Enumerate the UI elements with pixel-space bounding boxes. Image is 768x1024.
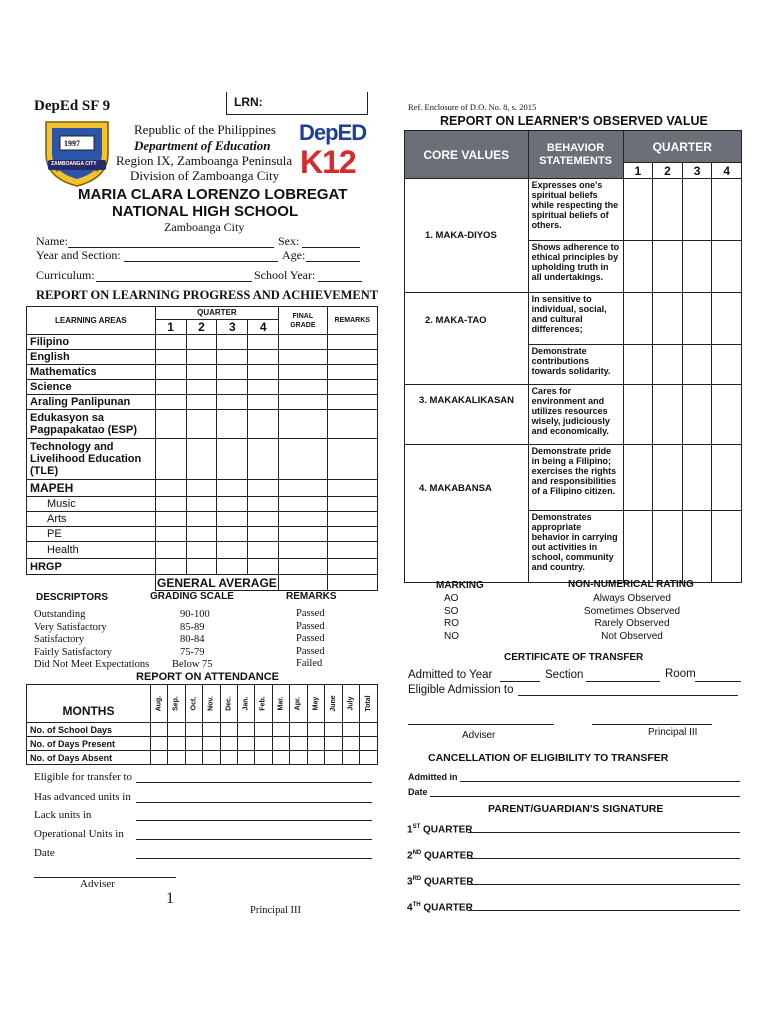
right-adviser-label: Adviser [462, 730, 496, 741]
month-cell: Apr. [290, 685, 307, 723]
table-row [27, 542, 378, 559]
eligible-transfer-field[interactable] [136, 782, 372, 783]
values-quarter-header: QUARTER [623, 131, 741, 163]
subject-label: PE [27, 527, 156, 542]
school-name-line-2: NATIONAL HIGH SCHOOL [112, 203, 299, 220]
year-section-label: Year and Section: [36, 248, 121, 262]
general-average-label: GENERAL AVERAGE [157, 575, 277, 590]
lrn-label: LRN: [234, 95, 263, 109]
agency-region: Region IX, Zamboanga Peninsula [116, 153, 293, 168]
descriptors-remarks-header: REMARKS [286, 591, 337, 602]
agency-department: Department of Education [134, 138, 271, 153]
remark-list: Passed Passed Passed Passed Failed [296, 608, 325, 669]
sex-field[interactable] [302, 247, 360, 248]
operational-units-label: Operational Units in [34, 828, 124, 840]
quarter-header: QUARTER [155, 307, 279, 320]
advanced-units-field[interactable] [136, 802, 372, 803]
behavior-statement: Demonstrate pride in being a Filipino; exercises the rights and responsibilities of a Filipino citizen. [528, 445, 623, 511]
list-item: Satisfactory [34, 634, 85, 645]
curriculum-label: Curriculum: [36, 268, 95, 282]
deped-logo: DepED [299, 120, 367, 145]
month-cell: Sep. [168, 685, 185, 723]
month-cell: Total [360, 685, 378, 723]
learning-areas-header: LEARNING AREAS [27, 307, 156, 335]
attendance-title: REPORT ON ATTENDANCE [136, 671, 279, 683]
subject-label: Technology and Livelihood Education (TLE) [27, 439, 156, 480]
quarter-2-header: 2 [653, 163, 683, 179]
table-row [27, 751, 378, 765]
school-seal-icon [42, 116, 112, 188]
month-cell: Oct. [185, 685, 202, 723]
admitted-year-label: Admitted to Year [408, 669, 493, 681]
core-values-header: CORE VALUES [405, 131, 529, 179]
table-row [27, 497, 378, 512]
quarter-4-signature-field[interactable] [468, 910, 740, 911]
quarter-4-signature-label: 4TH QUARTER [407, 902, 473, 914]
list-item: Very Satisfactory [34, 621, 107, 633]
school-year-label: School Year: [254, 268, 316, 282]
operational-units-field[interactable] [136, 839, 372, 840]
subject-label: English [27, 350, 156, 365]
right-adviser-signature-line[interactable] [408, 724, 554, 725]
room-label: Room [665, 668, 696, 680]
eligible-admission-field[interactable] [518, 695, 738, 696]
observed-values-title: REPORT ON LEARNER'S OBSERVED VALUE [440, 114, 708, 128]
right-principal-signature-line[interactable] [592, 724, 712, 725]
school-year-field[interactable] [318, 281, 362, 282]
page-mark: 1 [166, 890, 174, 907]
admitted-in-field[interactable] [460, 781, 740, 782]
table-row [27, 365, 378, 380]
progress-title: REPORT ON LEARNING PROGRESS AND ACHIEVEMENT [36, 288, 379, 302]
core-value-label: 1. MAKA-DIYOS [405, 179, 529, 293]
quarter-1-signature-field[interactable] [468, 832, 740, 833]
attendance-row-label: No. of Days Present [27, 737, 151, 751]
behavior-statement: Demonstrates appropriate behavior in carrying out activities in school, community and country. [528, 511, 623, 583]
table-row [405, 293, 742, 345]
quarter-4-header: 4 [712, 163, 742, 179]
behavior-statement: Cares for environment and utilizes resources wisely, judiciously and economically. [528, 385, 623, 445]
month-cell: Dec. [220, 685, 237, 723]
right-principal-label: Principal III [648, 727, 698, 738]
month-cell: Jan. [238, 685, 255, 723]
age-label: Age: [282, 248, 306, 262]
month-cell: July [342, 685, 359, 723]
subject-label: Science [27, 380, 156, 395]
table-row [27, 350, 378, 365]
month-cell: June [325, 685, 343, 723]
subject-label: Music [27, 497, 156, 512]
quarter-1-header: 1 [623, 163, 653, 179]
behavior-statement: Shows adherence to ethical principles by upholding truth in all undertakings. [528, 241, 623, 293]
table-row [27, 439, 378, 480]
behavior-statement: Demonstrate contributions towards solidarity. [528, 345, 623, 385]
quarter-2-signature-field[interactable] [468, 858, 740, 859]
table-row [27, 480, 378, 497]
k12-logo: K12 [300, 144, 356, 180]
final-grade-header: FINAL GRADE [279, 307, 327, 335]
behavior-statement: In sensitive to individual, social, and cultural differences; [528, 293, 623, 345]
core-value-label: 2. MAKA-TAO [405, 293, 529, 385]
year-section-field[interactable] [124, 261, 278, 262]
quarter-3-header: 3 [217, 320, 248, 335]
table-row [27, 512, 378, 527]
rating-list: Always Observed Sometimes Observed Rarely Observed Not Observed [583, 593, 681, 642]
attendance-row-label: No. of Days Absent [27, 751, 151, 765]
subject-label: HRGP [27, 559, 156, 575]
adviser-label: Adviser [80, 878, 115, 890]
age-field[interactable] [306, 261, 360, 262]
eligible-transfer-label: Eligible for transfer to [34, 771, 133, 783]
principal-label: Principal III [250, 905, 302, 916]
table-row [27, 335, 378, 350]
rating-header: NON-NUMERICAL RATING [568, 579, 694, 590]
table-row [27, 395, 378, 410]
section-field[interactable] [586, 681, 660, 682]
subject-label: Mathematics [27, 365, 156, 380]
quarter-3-header: 3 [682, 163, 712, 179]
section-label: Section [545, 669, 584, 681]
table-row [405, 445, 742, 511]
month-cell: Mar. [272, 685, 289, 723]
remarks-header: REMARKS [327, 307, 377, 335]
quarter-2-header: 2 [186, 320, 217, 335]
list-item: Outstanding [34, 609, 86, 620]
mark-list: AO SO RO NO [444, 593, 459, 642]
subject-label: Arts [27, 512, 156, 527]
observed-values-table [404, 130, 742, 583]
subject-label: Edukasyon sa Pagpapakatao (ESP) [27, 410, 156, 439]
table-row [27, 380, 378, 395]
table-row [405, 385, 742, 445]
learning-progress-table [26, 306, 378, 591]
table-row [405, 179, 742, 241]
table-row [27, 737, 378, 751]
reference-note: Ref. Enclosure of D.O. No. 8, s. 2015 [408, 102, 537, 112]
grading-scale-header: GRADING SCALE [150, 591, 234, 602]
quarter-1-header: 1 [155, 320, 186, 335]
subject-label: MAPEH [27, 480, 156, 497]
date-field[interactable] [136, 858, 372, 859]
behavior-statements-header: BEHAVIOR STATEMENTS [528, 131, 623, 179]
cancellation-title: CANCELLATION OF ELIGIBILITY TO TRANSFER [428, 752, 669, 764]
subject-label: Araling Panlipunan [27, 395, 156, 410]
subject-label: Filipino [27, 335, 156, 350]
lack-units-field[interactable] [136, 820, 372, 821]
admitted-in-label: Admitted in [408, 772, 458, 782]
parent-signature-title: PARENT/GUARDIAN'S SIGNATURE [488, 803, 664, 815]
quarter-3-signature-label: 3RD QUARTER [407, 876, 474, 888]
list-item: Fairly Satisfactory [34, 646, 112, 658]
seal-text: ZAMBOANGA CITY [51, 161, 97, 167]
months-header: MONTHS [27, 685, 151, 723]
attendance-table [26, 684, 378, 765]
marking-header: MARKING [436, 580, 484, 591]
list-item: Did Not Meet Expectations [34, 659, 150, 670]
lack-units-label: Lack units in [34, 809, 92, 821]
attendance-row-label: No. of School Days [27, 723, 151, 737]
behavior-statement: Expresses one's spiritual beliefs while respecting the spiritual beliefs of others. [528, 179, 623, 241]
certificate-title: CERTIFICATE OF TRANSFER [504, 652, 644, 663]
school-name-line-1: MARIA CLARA LORENZO LOBREGAT [78, 186, 348, 203]
month-cell: Nov. [203, 685, 220, 723]
descriptor-list [34, 609, 149, 672]
seal-year: 1997 [64, 139, 80, 148]
month-cell: May [307, 685, 324, 723]
month-cell: Aug. [150, 685, 167, 723]
core-value-label: 3. MAKAKALIKASAN [405, 385, 529, 445]
cancel-date-field[interactable] [430, 796, 740, 797]
date-label: Date [34, 847, 55, 859]
eligible-admission-label: Eligible Admission to [408, 684, 514, 696]
month-cell: Feb. [255, 685, 272, 723]
table-row [27, 527, 378, 542]
cancel-date-label: Date [408, 787, 428, 797]
general-average-row [27, 575, 378, 591]
name-label: Name: [36, 234, 68, 248]
room-field[interactable] [695, 681, 741, 682]
quarter-2-signature-label: 2ND QUARTER [407, 850, 474, 862]
subject-label: Health [27, 542, 156, 559]
school-city: Zamboanga City [164, 220, 245, 234]
agency-republic: Republic of the Philippines [134, 122, 276, 137]
agency-division: Division of Zamboanga City [130, 168, 280, 183]
quarter-4-header: 4 [248, 320, 279, 335]
table-row [27, 559, 378, 575]
core-value-label: 4. MAKABANSA [405, 445, 529, 583]
quarter-1-signature-label: 1ST QUARTER [407, 824, 473, 836]
table-row [27, 410, 378, 439]
admitted-year-field[interactable] [500, 681, 540, 682]
quarter-3-signature-field[interactable] [468, 884, 740, 885]
curriculum-field[interactable] [96, 281, 252, 282]
sex-label: Sex: [278, 234, 300, 248]
table-row [27, 723, 378, 737]
advanced-units-label: Has advanced units in [34, 791, 131, 803]
scale-list: 90-100 85-89 80-84 75-79 Below 75 [172, 609, 213, 670]
descriptors-header: DESCRIPTORS [36, 592, 109, 603]
form-code: DepEd SF 9 [34, 98, 111, 114]
